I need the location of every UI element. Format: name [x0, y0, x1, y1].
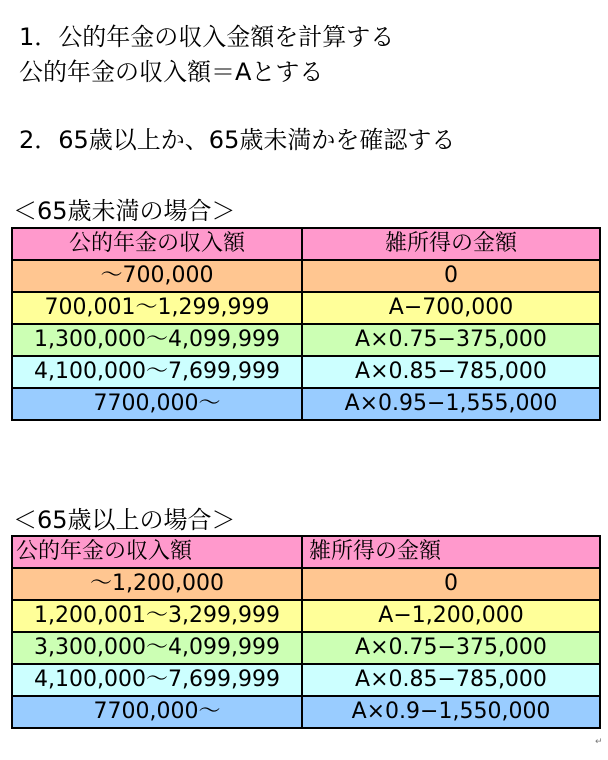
column-header-income: 公的年金の収入額	[12, 536, 302, 568]
table-row	[12, 260, 600, 292]
column-header-amount: 雑所得の金額	[302, 536, 600, 568]
over65-table	[11, 535, 601, 729]
under65-table	[11, 227, 601, 421]
amount-cell: A−1,200,000	[302, 600, 600, 632]
table-header-row	[12, 228, 600, 260]
income-cell: 1,200,001～3,299,999	[12, 600, 302, 632]
column-header-income: 公的年金の収入額	[12, 228, 302, 260]
income-cell: 1,300,000～4,099,999	[12, 324, 302, 356]
income-cell: 7700,000～	[12, 388, 302, 420]
income-cell: 4,100,000～7,699,999	[12, 356, 302, 388]
amount-cell: A−700,000	[302, 292, 600, 324]
amount-cell: 0	[302, 568, 600, 600]
table-row	[12, 600, 600, 632]
income-cell: ～1,200,000	[12, 568, 302, 600]
amount-cell: A×0.85−785,000	[302, 356, 600, 388]
amount-cell: A×0.95−1,555,000	[302, 388, 600, 420]
amount-cell: A×0.85−785,000	[302, 664, 600, 696]
column-header-amount: 雑所得の金額	[302, 228, 600, 260]
amount-cell: 0	[302, 260, 600, 292]
income-cell: 4,100,000～7,699,999	[12, 664, 302, 696]
step1-title: 1．公的年金の収入金額を計算する	[19, 23, 395, 51]
table-row	[12, 388, 600, 420]
table-row	[12, 568, 600, 600]
income-cell: 7700,000～	[12, 696, 302, 728]
table-header-row	[12, 536, 600, 568]
table-row	[12, 356, 600, 388]
income-cell: 700,001～1,299,999	[12, 292, 302, 324]
amount-cell: A×0.75−375,000	[302, 632, 600, 664]
step1-definition: 公的年金の収入額＝Aとする	[19, 58, 324, 86]
table-row	[12, 696, 600, 728]
table-row	[12, 324, 600, 356]
amount-cell: A×0.75−375,000	[302, 324, 600, 356]
table-row	[12, 292, 600, 324]
table-row	[12, 664, 600, 696]
income-cell: 3,300,000～4,099,999	[12, 632, 302, 664]
amount-cell: A×0.9−1,550,000	[302, 696, 600, 728]
paragraph-mark-icon: ↵	[595, 737, 603, 747]
under65-heading: ＜65歳未満の場合＞	[13, 197, 236, 225]
table-row	[12, 632, 600, 664]
income-cell: ～700,000	[12, 260, 302, 292]
over65-heading: ＜65歳以上の場合＞	[13, 506, 236, 534]
step2-title: 2．65歳以上か、65歳未満かを確認する	[19, 126, 456, 154]
